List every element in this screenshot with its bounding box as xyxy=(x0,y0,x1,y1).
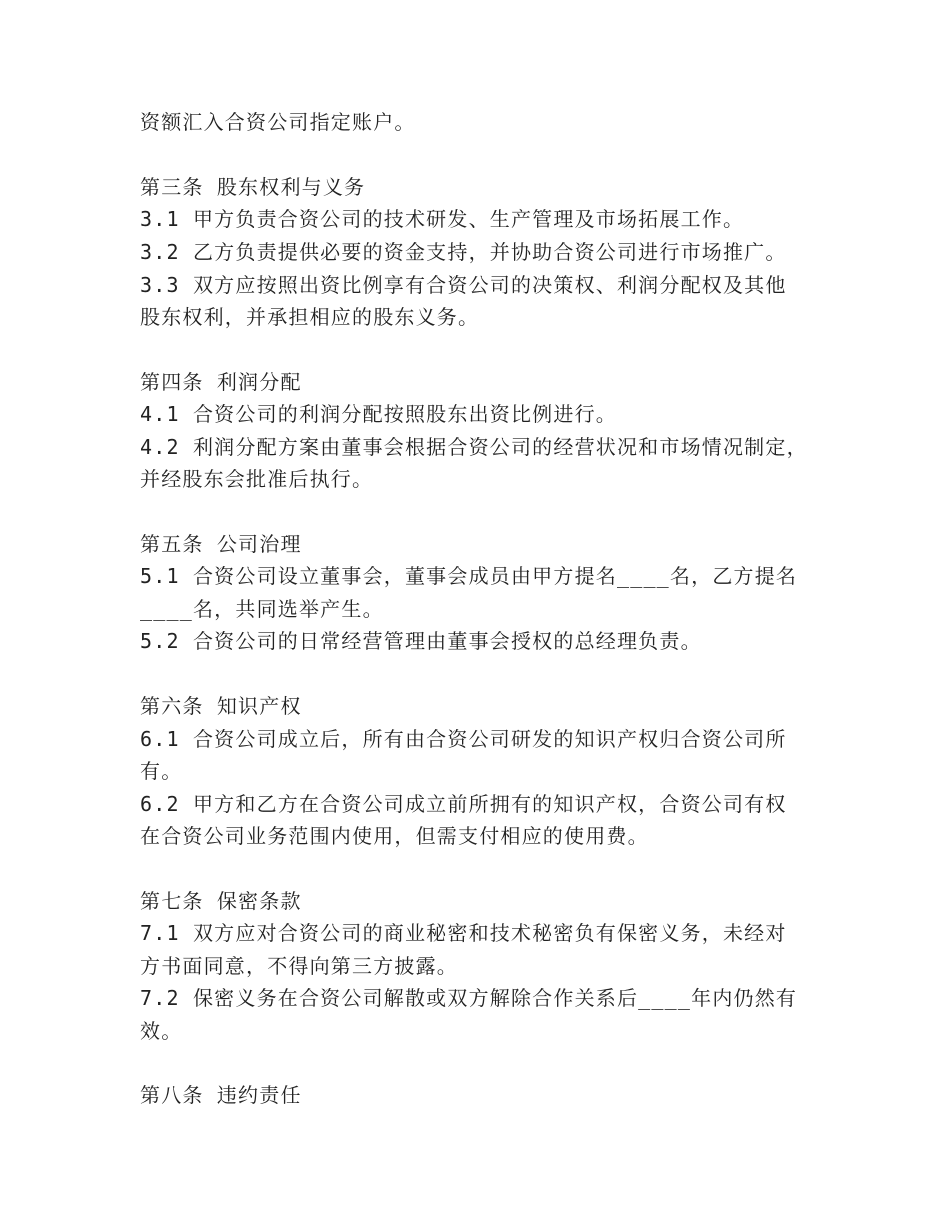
section-heading-7: 第七条 保密条款 xyxy=(140,889,302,913)
clause-7-1: 7.1 双方应对合资公司的商业秘密和技术秘密负有保密义务，未经对 xyxy=(140,921,787,945)
clause-4-2-cont: 并经股东会批准后执行。 xyxy=(140,467,374,491)
clause-6-2: 6.2 甲方和乙方在合资公司成立前所拥有的知识产权，合资公司有权 xyxy=(140,792,787,816)
clause-7-2: 7.2 保密义务在合资公司解散或双方解除合作关系后____年内仍然有 xyxy=(140,986,798,1010)
clause-3-3: 3.3 双方应按照出资比例享有合资公司的决策权、利润分配权及其他 xyxy=(140,273,787,297)
clause-3-1: 3.1 甲方负责合资公司的技术研发、生产管理及市场拓展工作。 xyxy=(140,207,745,231)
section-heading-6: 第六条 知识产权 xyxy=(140,694,302,718)
clause-6-1-cont: 有。 xyxy=(140,759,183,783)
clause-7-2-cont: 效。 xyxy=(140,1019,183,1043)
clause-3-3-cont: 股东权利，并承担相应的股东义务。 xyxy=(140,305,480,329)
section-heading-4: 第四条 利润分配 xyxy=(140,370,302,394)
section-heading-5: 第五条 公司治理 xyxy=(140,532,302,556)
section-heading-3: 第三条 股东权利与义务 xyxy=(140,175,366,199)
clause-6-2-cont: 在合资公司业务范围内使用，但需支付相应的使用费。 xyxy=(140,824,649,848)
clause-6-1: 6.1 合资公司成立后，所有由合资公司研发的知识产权归合资公司所 xyxy=(140,727,787,751)
clause-4-2: 4.2 利润分配方案由董事会根据合资公司的经营状况和市场情况制定， xyxy=(140,435,808,459)
clause-5-2: 5.2 合资公司的日常经营管理由董事会授权的总经理负责。 xyxy=(140,629,702,653)
clause-5-1-cont: ____名，共同选举产生。 xyxy=(140,597,384,621)
clause-7-1-cont: 方书面同意，不得向第三方披露。 xyxy=(140,954,458,978)
clause-4-1: 4.1 合资公司的利润分配按照股东出资比例进行。 xyxy=(140,402,617,426)
clause-3-2: 3.2 乙方负责提供必要的资金支持，并协助合资公司进行市场推广。 xyxy=(140,240,787,264)
text-line-continuation: 资额汇入合资公司指定账户。 xyxy=(140,110,416,134)
section-heading-8: 第八条 违约责任 xyxy=(140,1083,302,1107)
clause-5-1: 5.1 合资公司设立董事会，董事会成员由甲方提名____名，乙方提名 xyxy=(140,564,798,588)
